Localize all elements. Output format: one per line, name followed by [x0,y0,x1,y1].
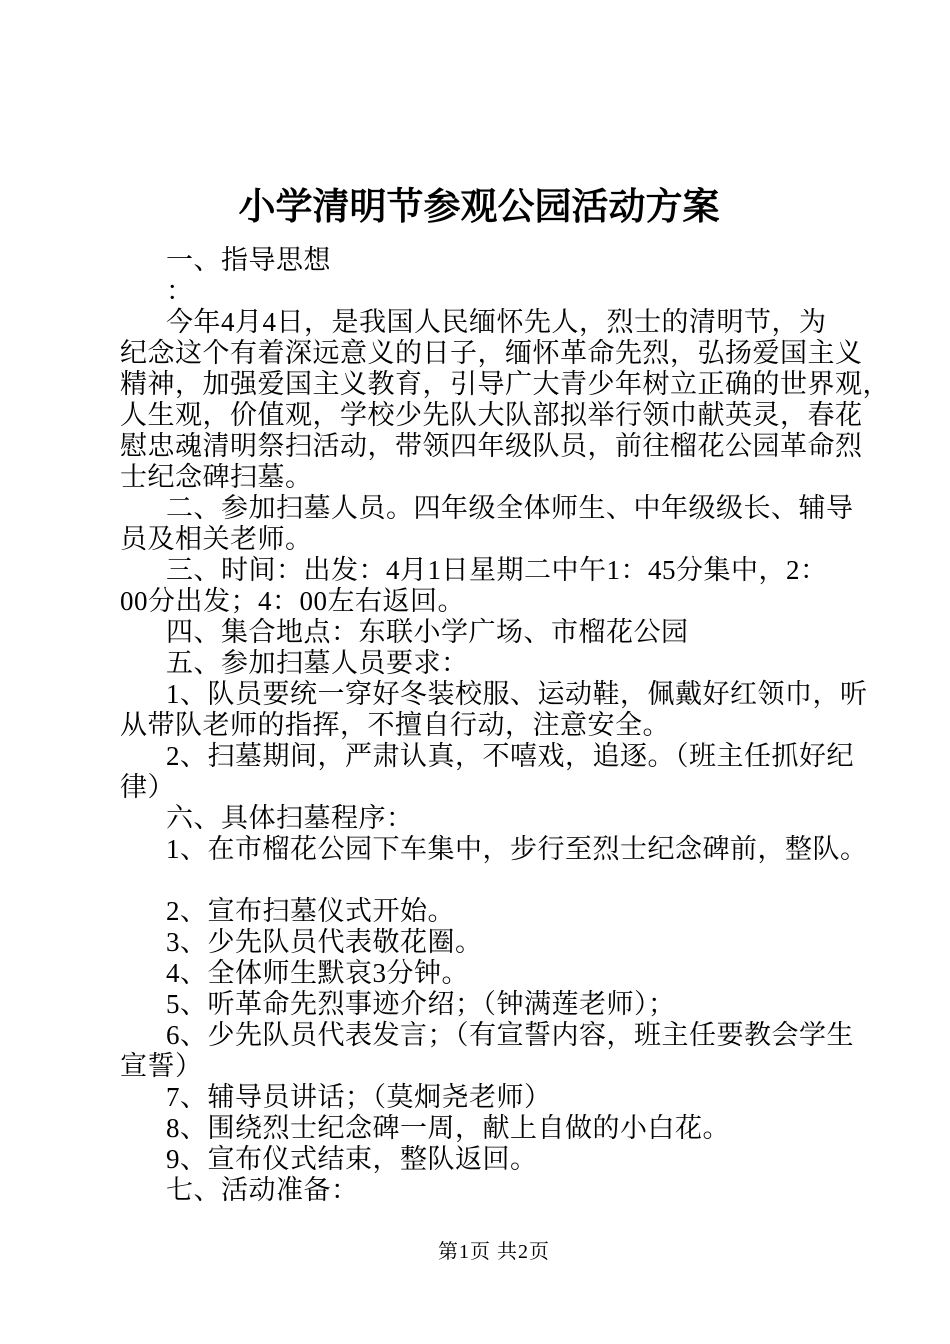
document-title: 小学清明节参观公园活动方案 [238,187,720,228]
page-number-footer: 第1页 共2页 [438,1241,550,1263]
doc-line-28: 8、围绕烈士纪念碑一周，献上自做的小白花。 [166,1113,730,1143]
doc-line-29: 9、宣布仪式结束，整队返回。 [166,1144,538,1174]
doc-line-11: 00分出发；4：00左右返回。 [120,586,465,616]
doc-line-14: 1、队员要统一穿好冬装校服、运动鞋，佩戴好红领巾，听 [166,679,868,709]
doc-line-21: 2、宣布扫墓仪式开始。 [166,896,455,926]
doc-line-18: 六、具体扫墓程序： [166,803,414,833]
doc-line-10: 三、时间：出发：4月1日星期二中午1：45分集中，2： [166,555,828,585]
doc-line-27: 7、辅导员讲话；（莫炯尧老师） [166,1082,552,1112]
doc-line-3: 纪念这个有着深远意义的日子，缅怀革命先烈，弘扬爱国主义 [120,338,863,368]
doc-line-23: 4、全体师生默哀3分钟。 [166,958,469,988]
doc-line-7: 士纪念碑扫墓。 [120,462,313,492]
doc-line-5: 人生观，价值观，学校少先队大队部拟举行领巾献英灵，春花 [120,400,863,430]
doc-line-9: 员及相关老师。 [120,524,313,554]
doc-line-16: 2、扫墓期间，严肃认真，不嘻戏，追逐。（班主任抓好纪 [166,741,854,771]
doc-line-6: 慰忠魂清明祭扫活动，带领四年级队员，前往榴花公园革命烈 [120,431,863,461]
document-body [120,186,890,1206]
doc-line-0: 一、指导思想 [166,245,331,275]
doc-line-12: 四、集合地点：东联小学广场、市榴花公园 [166,617,689,647]
doc-line-24: 5、听革命先烈事迹介绍；（钟满莲老师）； [166,989,676,1019]
doc-line-30: 七、活动准备： [166,1175,359,1205]
doc-line-1: ： [166,276,194,306]
doc-line-25: 6、少先队员代表发言；（有宣誓内容，班主任要教会学生 [166,1020,854,1050]
doc-line-22: 3、少先队员代表敬花圈。 [166,927,483,957]
doc-line-17: 律） [120,772,175,802]
doc-line-15: 从带队老师的指挥，不擅自行动，注意安全。 [120,710,670,740]
doc-line-19: 1、在市榴花公园下车集中，步行至烈士纪念碑前，整队。 [166,834,868,864]
doc-line-26: 宣誓） [120,1051,203,1081]
doc-line-20 [120,865,838,896]
doc-line-2: 今年4月4日，是我国人民缅怀先人，烈士的清明节，为 [166,307,827,337]
doc-line-4: 精神，加强爱国主义教育，引导广大青少年树立正确的世界观， [120,369,890,399]
doc-line-8: 二、参加扫墓人员。四年级全体师生、中年级级长、辅导 [166,493,854,523]
doc-line-13: 五、参加扫墓人员要求： [166,648,469,678]
